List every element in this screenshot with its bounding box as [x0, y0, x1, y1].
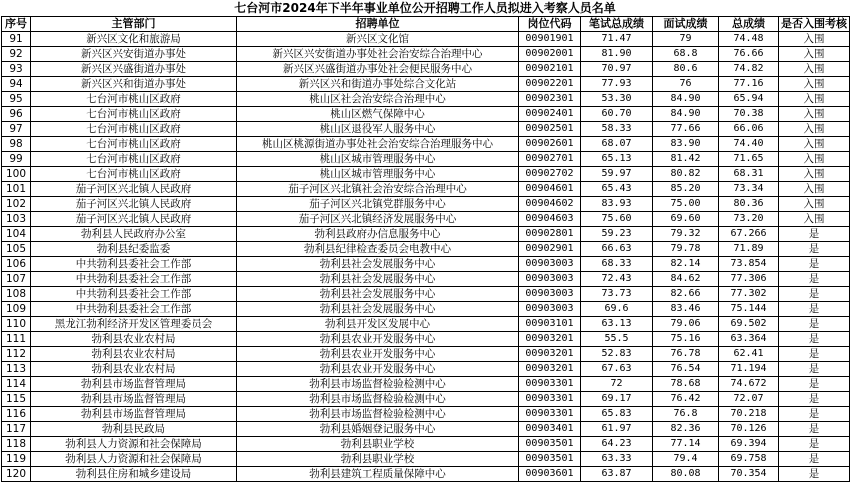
- column-header: 笔试总成绩: [581, 17, 653, 32]
- employer-cell: 桃山区燃气保障中心: [237, 107, 519, 122]
- position-code-cell: 00903003: [519, 302, 581, 317]
- department-cell: 中共勃利县委社会工作部: [31, 287, 237, 302]
- shortlist-status-cell: 是: [779, 332, 850, 347]
- interview-score-cell: 80.6: [653, 62, 719, 77]
- written-score-cell: 63.33: [581, 452, 653, 467]
- table-row: [2, 122, 850, 137]
- total-score-cell: 72.07: [719, 392, 779, 407]
- written-score-cell: 53.30: [581, 92, 653, 107]
- employer-cell: 勃利县职业学校: [237, 437, 519, 452]
- shortlist-status-cell: 入围: [779, 92, 850, 107]
- department-cell: 黑龙江勃利经济开发区管理委员会: [31, 317, 237, 332]
- shortlist-status-cell: 是: [779, 467, 850, 482]
- table-row: [2, 62, 850, 77]
- department-cell: 新兴区文化和旅游局: [31, 32, 237, 47]
- total-score-cell: 74.672: [719, 377, 779, 392]
- shortlist-status-cell: 入围: [779, 137, 850, 152]
- position-code-cell: 00903003: [519, 272, 581, 287]
- shortlist-status-cell: 入围: [779, 107, 850, 122]
- employer-cell: 桃山区社会治安综合治理中心: [237, 92, 519, 107]
- interview-score-cell: 84.62: [653, 272, 719, 287]
- table-row: [2, 317, 850, 332]
- position-code-cell: 00902001: [519, 47, 581, 62]
- row-number: 91: [2, 32, 31, 47]
- department-cell: 中共勃利县委社会工作部: [31, 272, 237, 287]
- position-code-cell: 00903003: [519, 257, 581, 272]
- written-score-cell: 63.13: [581, 317, 653, 332]
- employer-cell: 勃利县农业开发服务中心: [237, 347, 519, 362]
- table-row: [2, 407, 850, 422]
- shortlist-status-cell: 入围: [779, 62, 850, 77]
- position-code-cell: 00903201: [519, 362, 581, 377]
- written-score-cell: 83.93: [581, 197, 653, 212]
- column-header: 岗位代码: [519, 17, 581, 32]
- table-row: [2, 227, 850, 242]
- department-cell: 七台河市桃山区政府: [31, 167, 237, 182]
- employer-cell: 勃利县市场监督检验检测中心: [237, 377, 519, 392]
- total-score-cell: 71.89: [719, 242, 779, 257]
- total-score-cell: 74.82: [719, 62, 779, 77]
- shortlist-status-cell: 是: [779, 257, 850, 272]
- shortlist-status-cell: 是: [779, 407, 850, 422]
- written-score-cell: 72: [581, 377, 653, 392]
- row-number: 111: [2, 332, 31, 347]
- department-cell: 勃利县民政局: [31, 422, 237, 437]
- total-score-cell: 74.40: [719, 137, 779, 152]
- column-header: 招聘单位: [237, 17, 519, 32]
- employer-cell: 勃利县婚姻登记服务中心: [237, 422, 519, 437]
- written-score-cell: 81.90: [581, 47, 653, 62]
- total-score-cell: 66.06: [719, 122, 779, 137]
- department-cell: 勃利县农业农村局: [31, 362, 237, 377]
- employer-cell: 勃利县职业学校: [237, 452, 519, 467]
- written-score-cell: 70.97: [581, 62, 653, 77]
- row-number: 108: [2, 287, 31, 302]
- employer-cell: 勃利县建筑工程质量保障中心: [237, 467, 519, 482]
- department-cell: 七台河市桃山区政府: [31, 107, 237, 122]
- total-score-cell: 63.364: [719, 332, 779, 347]
- row-number: 110: [2, 317, 31, 332]
- total-score-cell: 73.20: [719, 212, 779, 227]
- row-number: 106: [2, 257, 31, 272]
- interview-score-cell: 82.14: [653, 257, 719, 272]
- row-number: 117: [2, 422, 31, 437]
- row-number: 102: [2, 197, 31, 212]
- shortlist-status-cell: 入围: [779, 212, 850, 227]
- interview-score-cell: 75.16: [653, 332, 719, 347]
- written-score-cell: 68.33: [581, 257, 653, 272]
- employer-cell: 茄子河区兴北镇经济发展服务中心: [237, 212, 519, 227]
- interview-score-cell: 85.20: [653, 182, 719, 197]
- total-score-cell: 69.394: [719, 437, 779, 452]
- written-score-cell: 59.23: [581, 227, 653, 242]
- position-code-cell: 00903501: [519, 452, 581, 467]
- interview-score-cell: 79.78: [653, 242, 719, 257]
- table-row: [2, 152, 850, 167]
- department-cell: 茄子河区兴北镇人民政府: [31, 212, 237, 227]
- interview-score-cell: 77.14: [653, 437, 719, 452]
- position-code-cell: 00902601: [519, 137, 581, 152]
- position-code-cell: 00902702: [519, 167, 581, 182]
- header-row: [2, 17, 850, 32]
- interview-score-cell: 76.78: [653, 347, 719, 362]
- total-score-cell: 71.65: [719, 152, 779, 167]
- employer-cell: 勃利县社会发展服务中心: [237, 287, 519, 302]
- department-cell: 七台河市桃山区政府: [31, 92, 237, 107]
- interview-score-cell: 76.8: [653, 407, 719, 422]
- employer-cell: 勃利县农业开发服务中心: [237, 332, 519, 347]
- written-score-cell: 52.83: [581, 347, 653, 362]
- row-number: 113: [2, 362, 31, 377]
- total-score-cell: 80.36: [719, 197, 779, 212]
- table-row: [2, 422, 850, 437]
- table-row: [2, 77, 850, 92]
- row-number: 114: [2, 377, 31, 392]
- total-score-cell: 70.354: [719, 467, 779, 482]
- interview-score-cell: 84.90: [653, 92, 719, 107]
- row-number: 109: [2, 302, 31, 317]
- row-number: 104: [2, 227, 31, 242]
- position-code-cell: 00904603: [519, 212, 581, 227]
- row-number: 98: [2, 137, 31, 152]
- interview-score-cell: 80.82: [653, 167, 719, 182]
- interview-score-cell: 83.46: [653, 302, 719, 317]
- written-score-cell: 67.63: [581, 362, 653, 377]
- position-code-cell: 00902901: [519, 242, 581, 257]
- employer-cell: 桃山区城市管理服务中心: [237, 152, 519, 167]
- column-header: 是否入围考核: [779, 17, 850, 32]
- department-cell: 七台河市桃山区政府: [31, 122, 237, 137]
- written-score-cell: 65.43: [581, 182, 653, 197]
- interview-score-cell: 82.66: [653, 287, 719, 302]
- table-row: [2, 392, 850, 407]
- interview-score-cell: 68.8: [653, 47, 719, 62]
- total-score-cell: 70.126: [719, 422, 779, 437]
- table-row: [2, 47, 850, 62]
- shortlist-status-cell: 入围: [779, 152, 850, 167]
- shortlist-status-cell: 是: [779, 422, 850, 437]
- department-cell: 新兴区兴盛街道办事处: [31, 62, 237, 77]
- shortlist-status-cell: 是: [779, 317, 850, 332]
- written-score-cell: 75.60: [581, 212, 653, 227]
- written-score-cell: 61.97: [581, 422, 653, 437]
- table-row: [2, 437, 850, 452]
- position-code-cell: 00903201: [519, 332, 581, 347]
- employer-cell: 新兴区兴安街道办事处社会治安综合治理中心: [237, 47, 519, 62]
- employer-cell: 桃山区桃源街道办事处社会治安综合治理服务中心: [237, 137, 519, 152]
- total-score-cell: 70.38: [719, 107, 779, 122]
- position-code-cell: 00903101: [519, 317, 581, 332]
- total-score-cell: 70.218: [719, 407, 779, 422]
- total-score-cell: 68.31: [719, 167, 779, 182]
- table-row: [2, 137, 850, 152]
- column-header: 主管部门: [31, 17, 237, 32]
- row-number: 92: [2, 47, 31, 62]
- department-cell: 勃利县农业农村局: [31, 332, 237, 347]
- total-score-cell: 67.266: [719, 227, 779, 242]
- table-row: [2, 347, 850, 362]
- department-cell: 中共勃利县委社会工作部: [31, 257, 237, 272]
- employer-cell: 勃利县农业开发服务中心: [237, 362, 519, 377]
- total-score-cell: 74.48: [719, 32, 779, 47]
- shortlist-status-cell: 是: [779, 227, 850, 242]
- position-code-cell: 00903301: [519, 407, 581, 422]
- table-row: [2, 182, 850, 197]
- shortlist-status-cell: 是: [779, 377, 850, 392]
- table-row: [2, 212, 850, 227]
- table-row: [2, 107, 850, 122]
- table-row: [2, 242, 850, 257]
- interview-score-cell: 76.42: [653, 392, 719, 407]
- employer-cell: 勃利县社会发展服务中心: [237, 272, 519, 287]
- department-cell: 七台河市桃山区政府: [31, 152, 237, 167]
- department-cell: 勃利县人力资源和社会保障局: [31, 452, 237, 467]
- position-code-cell: 00904601: [519, 182, 581, 197]
- shortlist-status-cell: 入围: [779, 197, 850, 212]
- total-score-cell: 73.854: [719, 257, 779, 272]
- table-row: [2, 272, 850, 287]
- employer-cell: 新兴区兴盛街道办事处社会便民服务中心: [237, 62, 519, 77]
- total-score-cell: 77.16: [719, 77, 779, 92]
- total-score-cell: 76.66: [719, 47, 779, 62]
- total-score-cell: 71.194: [719, 362, 779, 377]
- department-cell: 茄子河区兴北镇人民政府: [31, 182, 237, 197]
- department-cell: 勃利县市场监督管理局: [31, 392, 237, 407]
- shortlist-status-cell: 是: [779, 392, 850, 407]
- position-code-cell: 00903301: [519, 377, 581, 392]
- interview-score-cell: 80.08: [653, 467, 719, 482]
- column-header: 总成绩: [719, 17, 779, 32]
- total-score-cell: 77.306: [719, 272, 779, 287]
- position-code-cell: 00903501: [519, 437, 581, 452]
- row-number: 95: [2, 92, 31, 107]
- department-cell: 茄子河区兴北镇人民政府: [31, 197, 237, 212]
- table-row: [2, 257, 850, 272]
- row-number: 103: [2, 212, 31, 227]
- total-score-cell: 69.502: [719, 317, 779, 332]
- employer-cell: 勃利县社会发展服务中心: [237, 257, 519, 272]
- employer-cell: 新兴区文化馆: [237, 32, 519, 47]
- interview-score-cell: 79.32: [653, 227, 719, 242]
- table-row: [2, 167, 850, 182]
- row-number: 99: [2, 152, 31, 167]
- department-cell: 新兴区兴和街道办事处: [31, 77, 237, 92]
- total-score-cell: 77.302: [719, 287, 779, 302]
- shortlist-status-cell: 入围: [779, 32, 850, 47]
- total-score-cell: 73.34: [719, 182, 779, 197]
- department-cell: 勃利县住房和城乡建设局: [31, 467, 237, 482]
- interview-score-cell: 76: [653, 77, 719, 92]
- table-row: [2, 92, 850, 107]
- written-score-cell: 72.43: [581, 272, 653, 287]
- written-score-cell: 58.33: [581, 122, 653, 137]
- shortlist-status-cell: 是: [779, 347, 850, 362]
- interview-score-cell: 69.60: [653, 212, 719, 227]
- table-row: [2, 377, 850, 392]
- shortlist-status-cell: 入围: [779, 167, 850, 182]
- employer-cell: 勃利县市场监督检验检测中心: [237, 392, 519, 407]
- row-number: 96: [2, 107, 31, 122]
- table-row: [2, 452, 850, 467]
- column-header: 面试成绩: [653, 17, 719, 32]
- row-number: 107: [2, 272, 31, 287]
- written-score-cell: 73.73: [581, 287, 653, 302]
- written-score-cell: 55.5: [581, 332, 653, 347]
- employer-cell: 茄子河区兴北镇社会治安综合治理中心: [237, 182, 519, 197]
- row-number: 100: [2, 167, 31, 182]
- department-cell: 勃利县人民政府办公室: [31, 227, 237, 242]
- total-score-cell: 69.758: [719, 452, 779, 467]
- shortlist-status-cell: 是: [779, 437, 850, 452]
- position-code-cell: 00902301: [519, 92, 581, 107]
- interview-score-cell: 81.42: [653, 152, 719, 167]
- department-cell: 新兴区兴安街道办事处: [31, 47, 237, 62]
- position-code-cell: 00901901: [519, 32, 581, 47]
- interview-score-cell: 76.54: [653, 362, 719, 377]
- row-number: 118: [2, 437, 31, 452]
- position-code-cell: 00902701: [519, 152, 581, 167]
- shortlist-status-cell: 是: [779, 242, 850, 257]
- written-score-cell: 71.47: [581, 32, 653, 47]
- position-code-cell: 00903401: [519, 422, 581, 437]
- total-score-cell: 65.94: [719, 92, 779, 107]
- row-number: 93: [2, 62, 31, 77]
- shortlist-status-cell: 是: [779, 452, 850, 467]
- position-code-cell: 00904602: [519, 197, 581, 212]
- written-score-cell: 65.13: [581, 152, 653, 167]
- written-score-cell: 77.93: [581, 77, 653, 92]
- interview-score-cell: 83.90: [653, 137, 719, 152]
- employer-cell: 桃山区城市管理服务中心: [237, 167, 519, 182]
- employer-cell: 勃利县政府办信息服务中心: [237, 227, 519, 242]
- department-cell: 勃利县人力资源和社会保障局: [31, 437, 237, 452]
- position-code-cell: 00903201: [519, 347, 581, 362]
- row-number: 116: [2, 407, 31, 422]
- table-row: [2, 287, 850, 302]
- position-code-cell: 00902201: [519, 77, 581, 92]
- written-score-cell: 66.63: [581, 242, 653, 257]
- table-row: [2, 467, 850, 482]
- position-code-cell: 00903301: [519, 392, 581, 407]
- position-code-cell: 00902401: [519, 107, 581, 122]
- position-code-cell: 00903003: [519, 287, 581, 302]
- shortlist-status-cell: 是: [779, 287, 850, 302]
- written-score-cell: 69.6: [581, 302, 653, 317]
- row-number: 105: [2, 242, 31, 257]
- row-number: 115: [2, 392, 31, 407]
- page-title: 七台河市2024年下半年事业单位公开招聘工作人员拟进入考察人员名单: [234, 1, 616, 15]
- results-table: [1, 16, 850, 482]
- shortlist-status-cell: 是: [779, 272, 850, 287]
- employer-cell: 茄子河区兴北镇党群服务中心: [237, 197, 519, 212]
- row-number: 120: [2, 467, 31, 482]
- written-score-cell: 59.97: [581, 167, 653, 182]
- interview-score-cell: 79.06: [653, 317, 719, 332]
- interview-score-cell: 77.66: [653, 122, 719, 137]
- written-score-cell: 69.17: [581, 392, 653, 407]
- column-header: 序号: [2, 17, 31, 32]
- table-row: [2, 32, 850, 47]
- written-score-cell: 64.23: [581, 437, 653, 452]
- shortlist-status-cell: 入围: [779, 122, 850, 137]
- department-cell: 勃利县市场监督管理局: [31, 407, 237, 422]
- employer-cell: 勃利县市场监督检验检测中心: [237, 407, 519, 422]
- interview-score-cell: 79: [653, 32, 719, 47]
- written-score-cell: 63.87: [581, 467, 653, 482]
- department-cell: 勃利县纪委监委: [31, 242, 237, 257]
- table-row: [2, 197, 850, 212]
- shortlist-status-cell: 入围: [779, 77, 850, 92]
- interview-score-cell: 82.36: [653, 422, 719, 437]
- row-number: 101: [2, 182, 31, 197]
- row-number: 94: [2, 77, 31, 92]
- shortlist-status-cell: 是: [779, 302, 850, 317]
- written-score-cell: 68.07: [581, 137, 653, 152]
- interview-score-cell: 75.00: [653, 197, 719, 212]
- written-score-cell: 60.70: [581, 107, 653, 122]
- row-number: 119: [2, 452, 31, 467]
- interview-score-cell: 78.68: [653, 377, 719, 392]
- interview-score-cell: 79.4: [653, 452, 719, 467]
- employer-cell: 勃利县开发区发展中心: [237, 317, 519, 332]
- employer-cell: 新兴区兴和街道办事处综合文化站: [237, 77, 519, 92]
- department-cell: 勃利县农业农村局: [31, 347, 237, 362]
- department-cell: 勃利县市场监督管理局: [31, 377, 237, 392]
- position-code-cell: 00903601: [519, 467, 581, 482]
- department-cell: 七台河市桃山区政府: [31, 137, 237, 152]
- table-row: [2, 302, 850, 317]
- total-score-cell: 75.144: [719, 302, 779, 317]
- row-number: 97: [2, 122, 31, 137]
- table-row: [2, 362, 850, 377]
- position-code-cell: 00902801: [519, 227, 581, 242]
- interview-score-cell: 84.90: [653, 107, 719, 122]
- shortlist-status-cell: 入围: [779, 47, 850, 62]
- employer-cell: 勃利县纪律检查委员会电教中心: [237, 242, 519, 257]
- table-row: [2, 332, 850, 347]
- department-cell: 中共勃利县委社会工作部: [31, 302, 237, 317]
- row-number: 112: [2, 347, 31, 362]
- employer-cell: 桃山区退役军人服务中心: [237, 122, 519, 137]
- shortlist-status-cell: 是: [779, 362, 850, 377]
- employer-cell: 勃利县社会发展服务中心: [237, 302, 519, 317]
- written-score-cell: 65.83: [581, 407, 653, 422]
- position-code-cell: 00902501: [519, 122, 581, 137]
- position-code-cell: 00902101: [519, 62, 581, 77]
- total-score-cell: 62.41: [719, 347, 779, 362]
- shortlist-status-cell: 入围: [779, 182, 850, 197]
